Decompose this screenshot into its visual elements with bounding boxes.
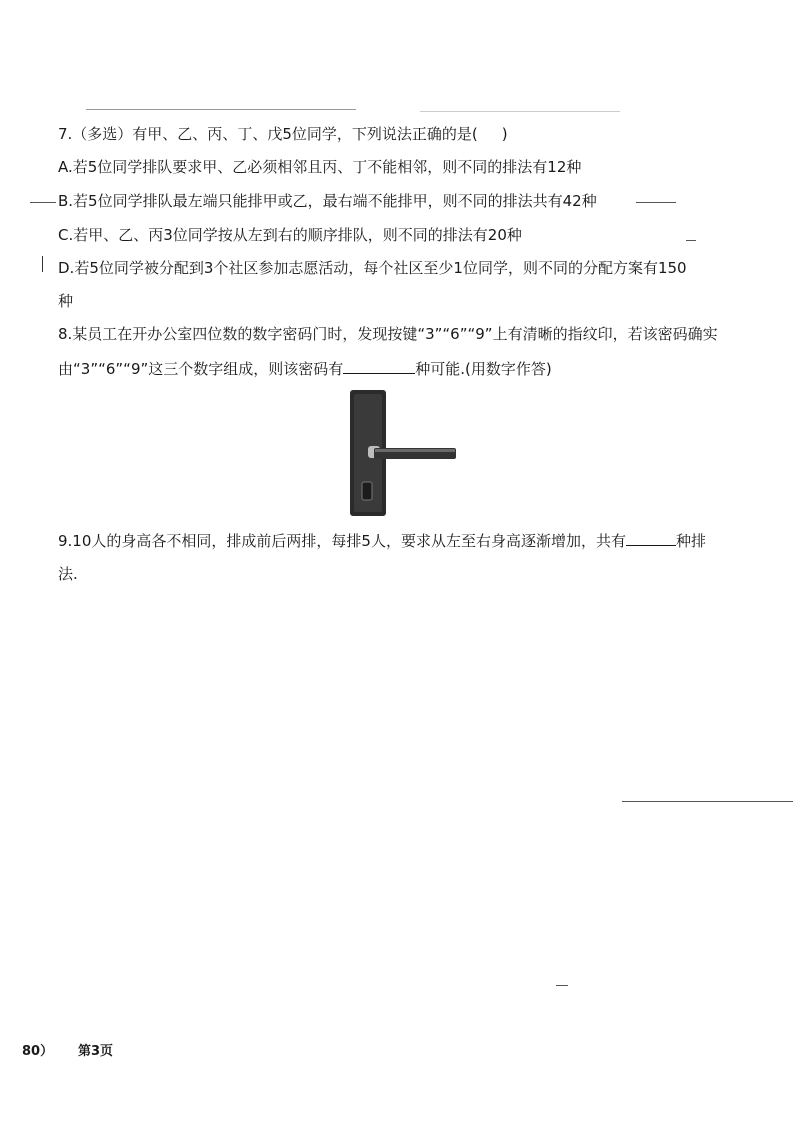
footer-left-number: 80）	[22, 1044, 54, 1059]
question-7-stem-text: 7.（多选）有甲、乙、丙、丁、戊5位同学，下列说法正确的是(	[58, 125, 478, 143]
question-8-line-2	[58, 358, 552, 379]
scan-artifact-line	[556, 985, 568, 986]
answer-blank	[626, 530, 676, 546]
answer-blank	[343, 358, 415, 374]
scan-artifact-mark	[42, 256, 43, 272]
question-9-text-before-blank: 9.10人的身高各不相同，排成前后两排，每排5人，要求从左至右身高逐渐增加，共有	[58, 532, 626, 550]
scan-artifact-line	[86, 109, 356, 110]
page-number: 第3页	[78, 1044, 114, 1059]
scan-artifact-line	[622, 801, 793, 802]
question-9-line-2: 法.	[58, 565, 78, 583]
door-lock-icon	[346, 388, 456, 518]
question-7-stem	[58, 124, 508, 144]
question-8-text-before-blank: 由“3”“6”“9”这三个数字组成，则该密码有	[58, 360, 344, 378]
scan-artifact-line	[30, 202, 56, 203]
question-7-option-b: B.若5位同学排队最左端只能排甲或乙，最右端不能排甲，则不同的排法共有42种	[58, 192, 597, 210]
question-8-text-after-blank: 种可能.(用数字作答)	[415, 360, 552, 378]
question-7-option-a: A.若5位同学排队要求甲、乙必须相邻且丙、丁不能相邻，则不同的排法有12种	[58, 158, 582, 176]
question-7-option-c: C.若甲、乙、丙3位同学按从左到右的顺序排队，则不同的排法有20种	[58, 226, 522, 244]
question-7-stem-close: )	[501, 125, 508, 143]
scan-artifact-line	[636, 202, 676, 203]
scan-artifact-line	[420, 111, 620, 112]
question-9-line-1	[58, 530, 706, 551]
question-9-text-after-blank: 种排	[675, 532, 706, 550]
question-8-line-1: 8.某员工在开办公室四位数的数字密码门时，发现按键“3”“6”“9”上有清晰的指纹印，若该密码确实	[58, 325, 718, 343]
scan-artifact-line	[686, 240, 696, 241]
question-7-option-d: D.若5位同学被分配到3个社区参加志愿活动，每个社区至少1位同学，则不同的分配方案有150	[58, 259, 687, 277]
question-7-option-d-cont: 种	[58, 292, 74, 310]
